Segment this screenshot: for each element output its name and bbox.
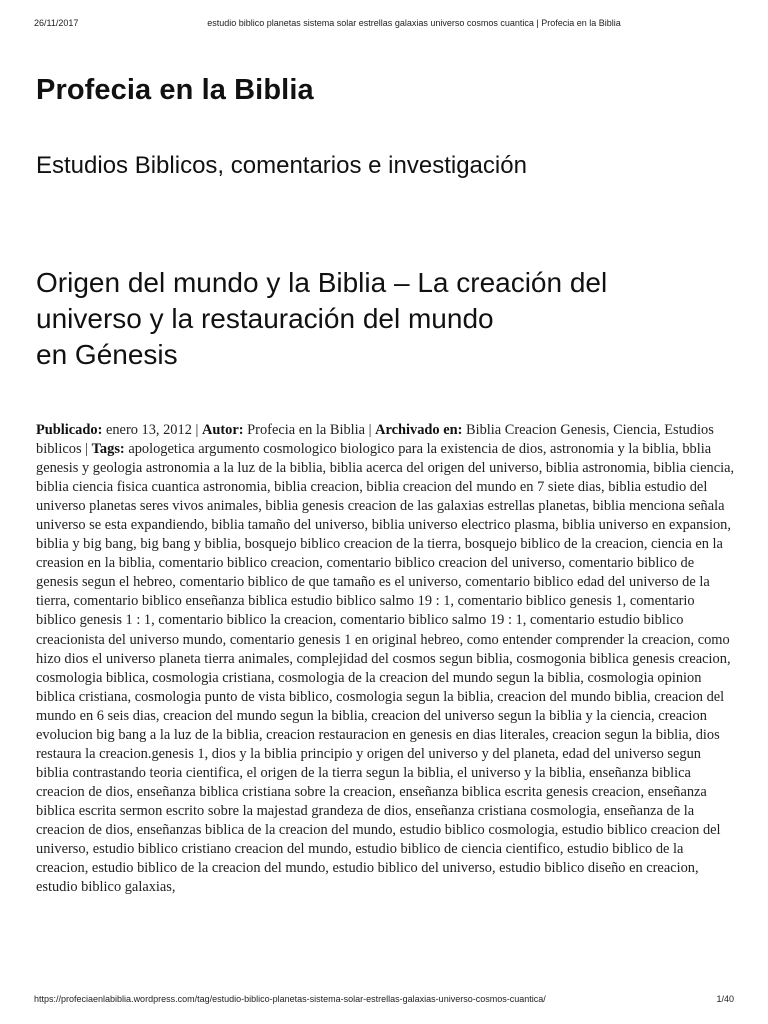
print-date: 26/11/2017 [34,18,79,28]
site-description: Estudios Biblicos, comentarios e investigación [36,152,527,179]
archived-label: Archivado en: [375,422,463,438]
author-label: Autor: [201,422,244,438]
tags-label: Tags: [91,441,125,458]
post-title-line: en Génesis [36,339,178,370]
print-header [34,18,734,32]
page-number: 1/40 [716,994,734,1004]
post-title[interactable] [36,265,736,373]
print-document-title: estudio biblico planetas sistema solar estrellas galaxias universo cosmos cuantica | Profecia en la Biblia [207,18,621,28]
author-name[interactable]: Profecia en la Biblia | [243,422,376,438]
post-meta [36,421,736,897]
published-label: Publicado: [36,422,103,438]
print-url: https://profeciaenlabiblia.wordpress.com/tag/estudio-biblico-planetas-sistema-solar-estrellas-galaxias-universo-cosmos-cuantica/ [34,994,546,1004]
published-date: enero 13, 2012 | [102,422,202,438]
site-title[interactable]: Profecia en la Biblia [36,74,314,106]
post-title-line: universo y la restauración del mundo [36,303,494,334]
archived-categories[interactable]: Biblia Creacion Genesis, Ciencia, Estudios biblicos | [36,422,714,458]
print-footer [34,994,734,1008]
post-title-line: Origen del mundo y la Biblia – La creación del [36,267,608,298]
tags-list[interactable]: apologetica argumento cosmologico biologico para la existencia de dios, astronomia y la biblia, bblia genesis y geologia astronomia a la luz de la biblia, biblia acerca del origen del universo, biblia astronomia, biblia ciencia, biblia ciencia fisica cuantica astronomia, biblia creacion, biblia creacion del mundo en 7 siete dias, biblia estudio del universo planetas seres vivos animales, biblia genesis creacion de las galaxias estrellas planetas, biblia menciona señala universo se esta expandiendo, biblia tamaño del universo, biblia universo electrico plasma, biblia universo en expansion, biblia y big bang, big bang y biblia, bosquejo biblico creacion de la tierra, bosquejo biblico de la creacion, ciencia en la creasion en la biblia, comentario biblico creacion, comentario biblico creacion del universo, comentario biblico de genesis segun el hebreo, comentario biblico de que tamaño es el universo, comentario biblico edad del universo de la tierra, comentario biblico enseñanza biblica estudio biblico salmo 19 : 1, comentario biblico genesis 1, comentario biblico genesis 1 : 1, comentario biblico la creacion, comentario biblico salmo 19 : 1, comentario estudio biblico creacionista del universo mundo, comentario genesis 1 en original hebreo, como entender comprender la creacion, como hizo dios el universo planeta tierra animales, complejidad del cosmos segun biblia, cosmogonia biblica genesis creacion, cosmologia biblica, cosmologia cristiana, cosmologia de la creacion del mundo segun la biblia, cosmologia opinion biblica cristiana, cosmologia punto de vista biblico, cosmologia segun la biblia, creacion del mundo biblia, creacion del mundo en 6 seis dias, creacion del mundo segun la biblia, creacion del universo segun la biblia y la ciencia, creacion evolucion big bang a la luz de la biblia, creacion restauracion en genesis en dias literales, creacion segun la biblia, dios restaura la creacion.genesis 1, dios y la biblia principio y origen del universo y del planeta, edad del universo segun biblia contrastando teoria cientifica, el origen de la tierra segun la biblia, el universo y la biblia, enseñanza biblica creacion de dios, enseñanza biblica cristiana sobre la creacion, enseñanza biblica escrita genesis creacion, enseñanza biblica escrita sermon escrito sobre la majestad grandeza de dios, enseñanza cristiana cosmologia, enseñanza de la creacion de dios, enseñanzas biblica de la creacion del mundo, estudio biblico cosmologia, estudio biblico creacion del universo, estudio biblico cristiano creacion del mundo, estudio biblico de ciencia cientifico, estudio biblico de la creacion, estudio biblico de la creacion del mundo, estudio biblico del universo, estudio biblico diseño en creacion, estudio biblico galaxias, [36,441,735,896]
